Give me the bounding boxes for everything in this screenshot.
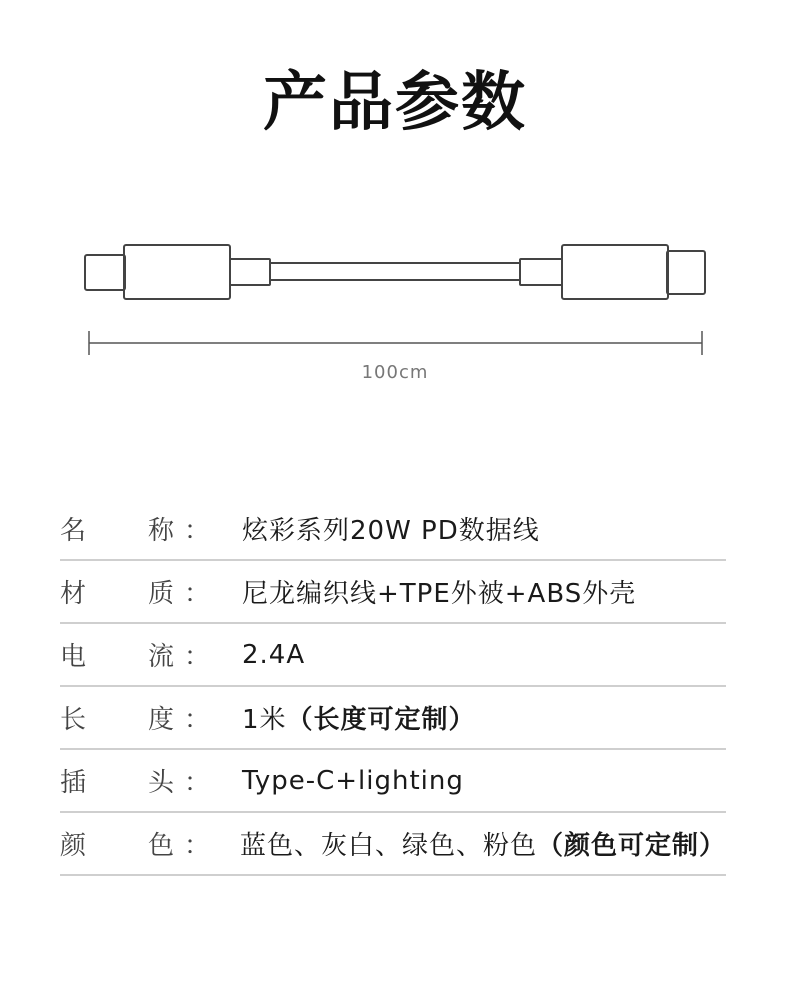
- spec-row-plug: [60, 750, 726, 813]
- spec-row-current: [60, 624, 726, 687]
- spec-value-text: 蓝色、灰白、绿色、粉色: [239, 831, 537, 861]
- spec-value-text: 2.4A: [242, 639, 306, 670]
- spec-label: [60, 636, 242, 673]
- spec-label-char-1: 材: [60, 579, 87, 609]
- left-connector-housing: [124, 245, 230, 299]
- spec-value-note: （长度可定制）: [286, 705, 476, 735]
- right-strain-relief: [520, 259, 562, 285]
- spec-label-colon: ：: [184, 768, 211, 798]
- spec-label-colon: ：: [184, 516, 211, 546]
- spec-label-char-1: 颜: [60, 831, 87, 861]
- length-label: 100cm: [361, 362, 429, 383]
- spec-value: [242, 699, 476, 736]
- spec-label-char-2: 流: [148, 642, 175, 672]
- spec-value: [240, 825, 726, 862]
- spec-value-text: 炫彩系列20W PD数据线: [242, 516, 540, 546]
- spec-label: [60, 825, 240, 862]
- spec-value: [242, 640, 305, 670]
- spec-row-color: [60, 813, 726, 876]
- spec-label-char-2: 色: [148, 831, 175, 861]
- spec-value-text: Type-C+lighting: [242, 765, 464, 796]
- right-connector-housing: [562, 245, 668, 299]
- spec-label-char-1: 插: [60, 768, 87, 798]
- spec-label-char-1: 电: [60, 642, 87, 672]
- spec-label: [60, 510, 242, 547]
- spec-row-length: [60, 687, 726, 750]
- left-plug-tip: [85, 255, 125, 290]
- right-plug-tip: [667, 251, 705, 294]
- spec-label-colon: ：: [184, 705, 211, 735]
- cable-diagram: [0, 0, 790, 400]
- spec-label-char-2: 称: [148, 516, 175, 546]
- spec-value-note: （颜色可定制）: [536, 831, 726, 861]
- spec-row-name: [60, 498, 726, 561]
- spec-label-colon: ：: [184, 642, 211, 672]
- spec-row-material: [60, 561, 726, 624]
- cable-body: [270, 263, 520, 280]
- spec-label: [60, 573, 242, 610]
- spec-value: [242, 573, 636, 610]
- spec-value: [242, 766, 464, 796]
- spec-label-char-2: 度: [148, 705, 175, 735]
- spec-label-colon: ：: [184, 831, 211, 861]
- spec-label-char-1: 名: [60, 516, 87, 546]
- spec-label: [60, 699, 242, 736]
- spec-table: [60, 498, 726, 876]
- spec-value-text: 1米: [242, 705, 287, 735]
- spec-label: [60, 762, 242, 799]
- spec-label-char-2: 头: [148, 768, 175, 798]
- spec-label-colon: ：: [184, 579, 211, 609]
- left-strain-relief: [230, 259, 270, 285]
- spec-label-char-2: 质: [148, 579, 175, 609]
- page-title: 产品参数: [263, 66, 527, 140]
- spec-value: [242, 510, 540, 547]
- spec-label-char-1: 长: [60, 705, 87, 735]
- spec-value-text: 尼龙编织线+TPE外被+ABS外壳: [242, 579, 637, 609]
